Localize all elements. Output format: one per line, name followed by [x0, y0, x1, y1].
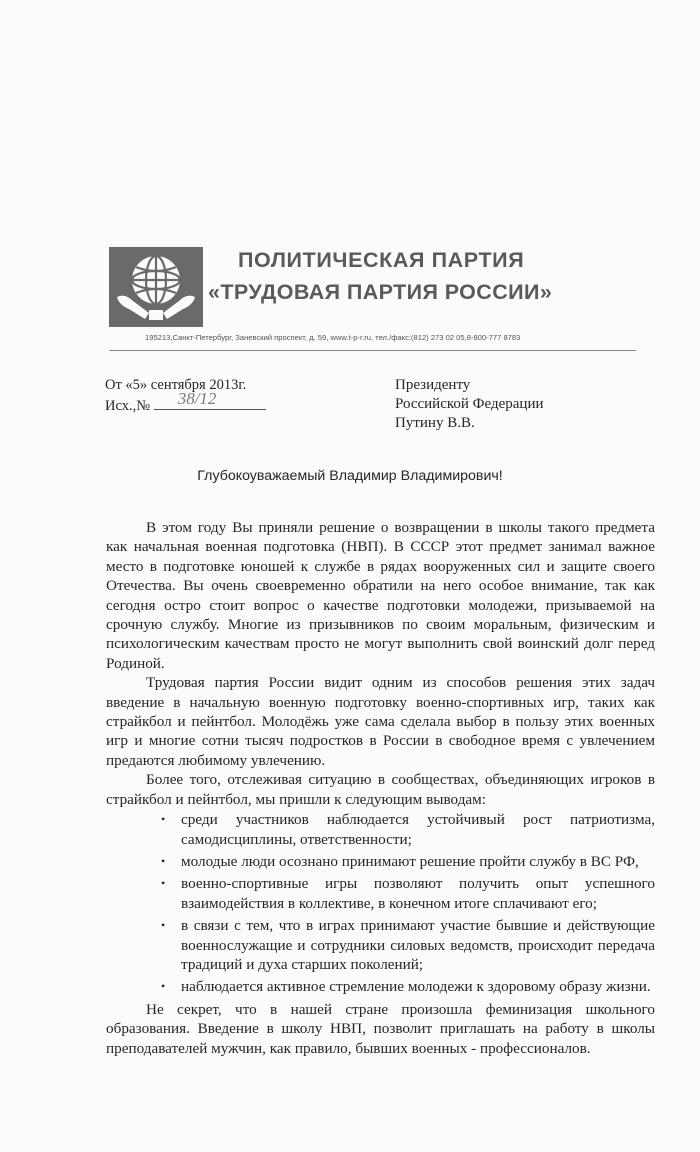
letter-body: [106, 518, 655, 1058]
globe-hands-logo: [109, 247, 203, 327]
paragraph-3: Более того, отслеживая ситуацию в сообществах, объединяющих игроков в страйкбол и пейнтбол, мы пришли к следующим выводам:: [106, 771, 655, 808]
list-item: • среди участников наблюдается устойчивый рост патриотизма, самодисциплины, ответственности;: [181, 810, 655, 849]
conclusions-list: [106, 810, 655, 997]
org-address: 195213,Санкт-Петербург, Заневский проспект, д. 59, www.t-p-r.ru, тел./факс:(812) 273 02 05,8-800-777 8783: [145, 333, 521, 342]
addressee-line2: Российской Федерации: [395, 396, 544, 412]
paragraph-2: Трудовая партия России видит одним из способов решения этих задач введение в начальную военную подготовку военно-спортивных игр, таких как страйкбол и пейнтбол. Молодёжь уже сама сделала выбор в пользу этих военных игр и многие сотни тысяч подростков в России в свободное время с увлечением предаются любимому увлечению.: [106, 674, 655, 769]
addressee-line3: Путину В.В.: [395, 415, 475, 431]
ref-label: Исх.,№: [105, 398, 151, 414]
letterhead-divider: [109, 350, 636, 351]
list-item: • военно-спортивные игры позволяют получить опыт успешного взаимодействия в коллективе, в конечном итоге сплачивают его;: [181, 874, 655, 913]
salutation: Глубокоуважаемый Владимир Владимирович!: [197, 468, 503, 484]
list-item: • наблюдается активное стремление молодежи к здоровому образу жизни.: [181, 977, 655, 996]
ref-number-field: [154, 389, 266, 410]
ref-number: 38/12: [177, 389, 217, 408]
paragraph-4: Не секрет, что в нашей стране произошла феминизация школьного образования. Введение в школу НВП, позволит приглашать на работу в школы преподавателей мужчин, как правило, бывших военных - профессионалов.: [106, 1000, 655, 1057]
paragraph-1: В этом году Вы приняли решение о возвращении в школы такого предмета как начальная военная подготовка (НВП). В СССР этот предмет занимал важное место в подготовке юношей к службе в рядах вооруженных сил и защите своего Отечества. Вы очень своевременно обратили на него особое внимание, так как сегодня остро стоит вопрос о качестве подготовки молодежи, призываемой на срочную службу. Многие из призывников по своим моральным, физическим и психологическим качествам просто не могут выполнить свой воинский долг перед Родиной.: [106, 519, 655, 672]
letter-ref-row: [105, 389, 266, 416]
list-item: • в связи с тем, что в играх принимают участие бывшие и действующие военнослужащие и сотрудники силовых ведомств, происходит передача традиций и духа старших поколений;: [181, 916, 655, 974]
addressee-line1: Президенту: [395, 377, 471, 393]
org-name-line1: ПОЛИТИЧЕСКАЯ ПАРТИЯ: [238, 248, 525, 272]
list-item: • молодые люди осознано принимают решение пройти службу в ВС РФ,: [181, 852, 655, 871]
org-name-line2: «ТРУДОВАЯ ПАРТИЯ РОССИИ»: [208, 280, 553, 304]
addressee-block: [395, 376, 544, 433]
letter-date: От «5» сентября 2013г.: [105, 377, 247, 393]
letter-meta: [105, 376, 266, 416]
